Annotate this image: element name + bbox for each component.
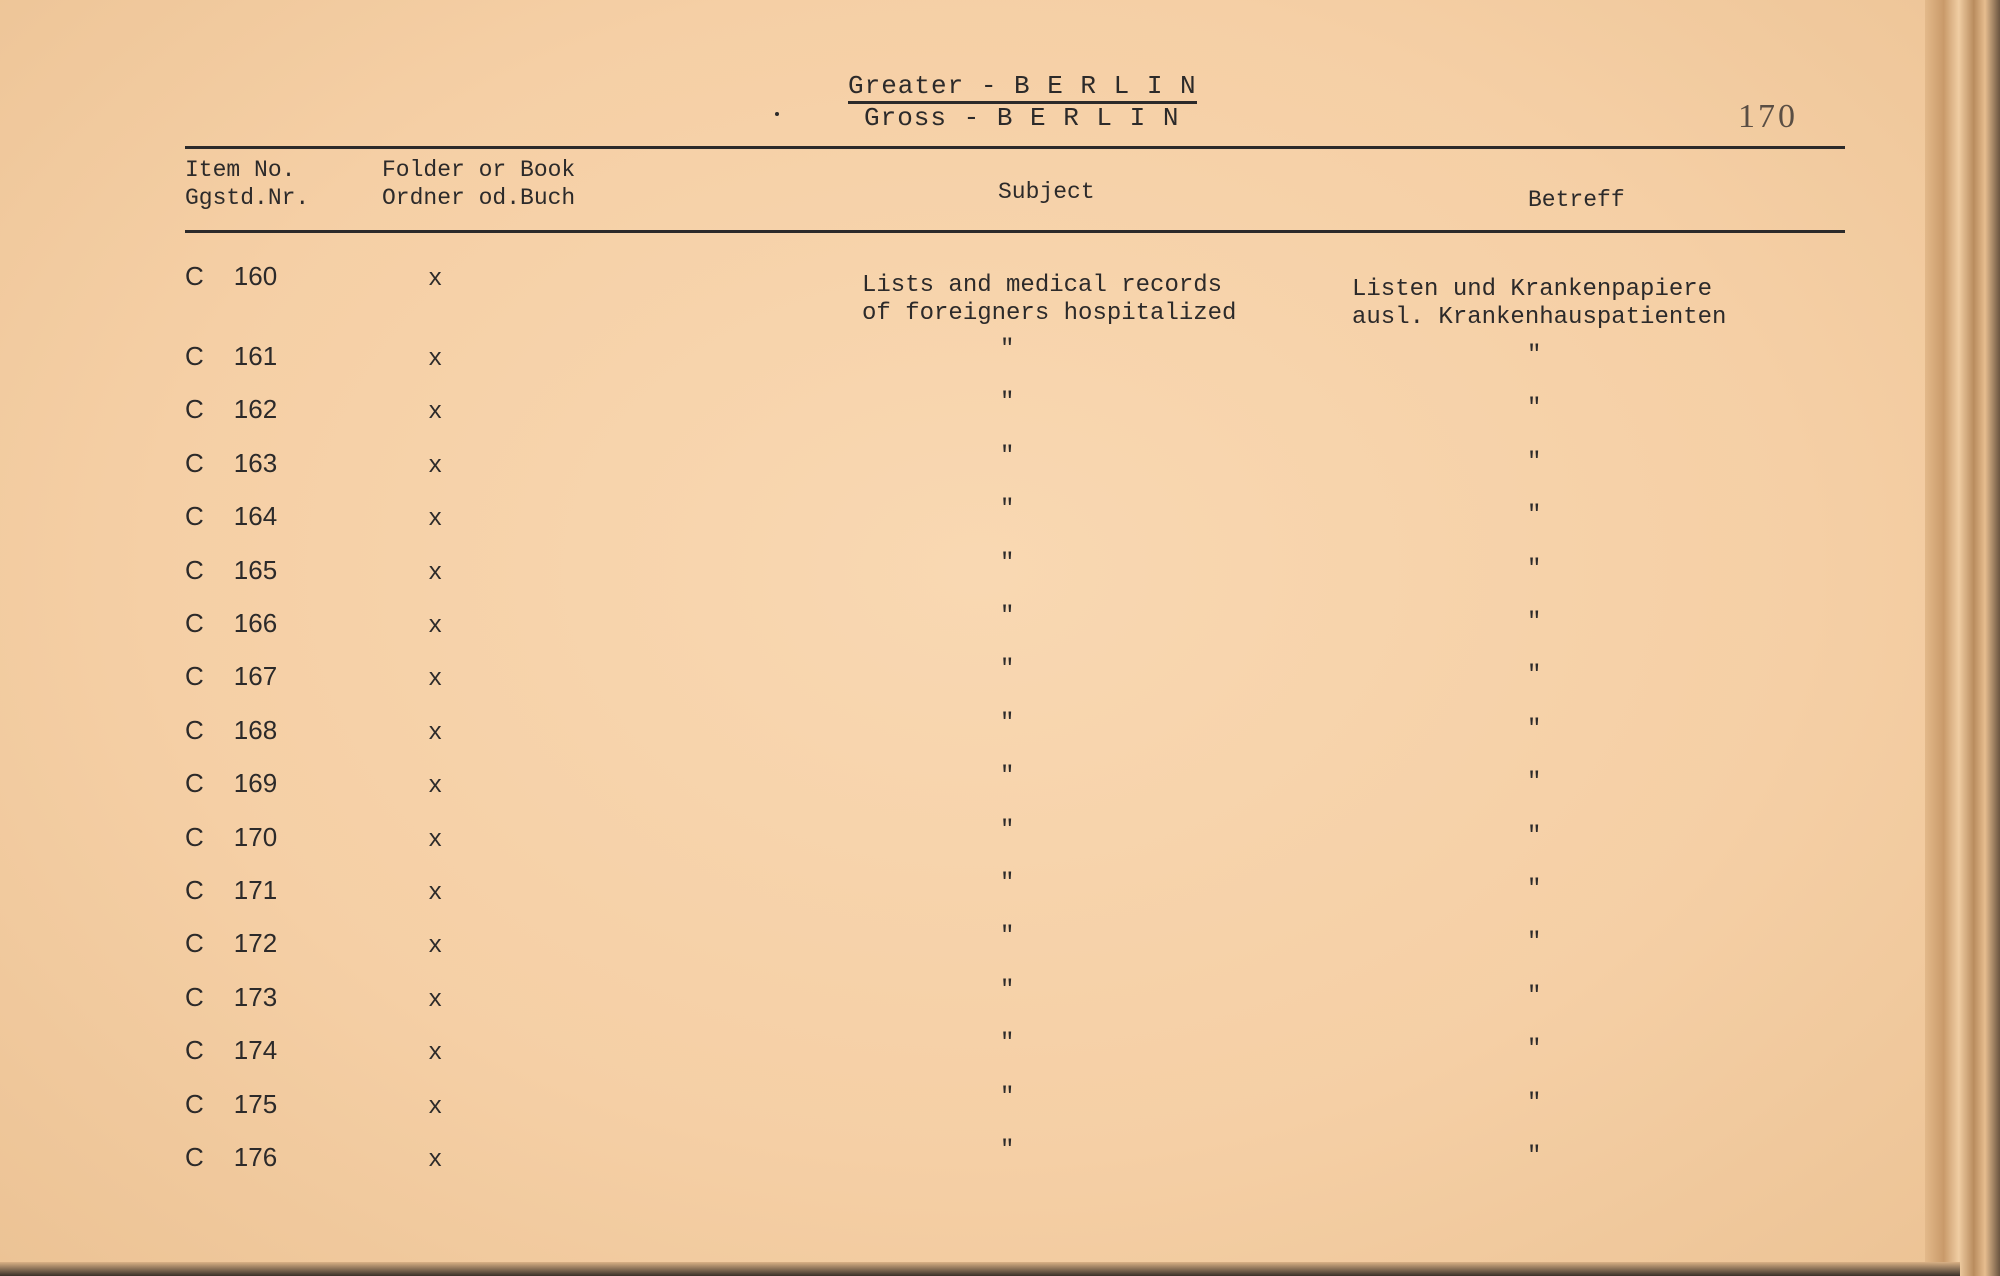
item-prefix: C [185, 1088, 204, 1119]
item-num: 162 [233, 394, 278, 425]
subject-cell: " [1000, 442, 1015, 470]
item-num: 166 [233, 608, 278, 638]
column-header-subject: Subject [998, 179, 1095, 205]
folder-mark: x [428, 773, 443, 801]
table-row [0, 1137, 1960, 1183]
folder-mark: x [428, 452, 443, 480]
column-header-betreff: Betreff [1528, 187, 1625, 213]
betreff-cell: " [1527, 1143, 1542, 1170]
subject-cell: " [1000, 389, 1015, 417]
item-number [185, 262, 277, 290]
table-row [0, 656, 1960, 702]
table-row [0, 1030, 1960, 1076]
item-number [185, 556, 277, 584]
item-number [185, 609, 277, 637]
item-prefix: C [185, 501, 204, 532]
column-header-item-no: Item No. Ggstd.Nr. [185, 157, 310, 211]
table-row [0, 1083, 1960, 1130]
item-number [185, 876, 277, 904]
item-num: 160 [233, 261, 278, 291]
item-prefix: C [185, 554, 204, 585]
table-row [0, 976, 1960, 1023]
item-number [185, 395, 277, 423]
table-row [0, 870, 1960, 916]
item-number [185, 662, 277, 690]
item-number [185, 1036, 277, 1064]
item-prefix: C [185, 341, 204, 371]
item-prefix: C [185, 714, 204, 745]
subject-cell: " [1000, 336, 1015, 363]
table-row [0, 549, 1960, 596]
table-row [0, 923, 1960, 969]
item-prefix: C [185, 875, 204, 905]
betreff-cell: " [1527, 822, 1542, 850]
item-number [185, 449, 277, 477]
table-row [0, 261, 1960, 331]
betreff-cell: " [1527, 769, 1542, 797]
subject-cell: " [1000, 1137, 1015, 1164]
betreff-cell: " [1527, 502, 1542, 530]
ink-dot [775, 112, 779, 116]
header-bottom-rule [185, 230, 1845, 233]
betreff-cell: " [1527, 662, 1542, 690]
item-num: 169 [233, 768, 278, 799]
item-num: 173 [233, 981, 278, 1012]
item-prefix: C [185, 261, 204, 291]
betreff-cell: " [1527, 395, 1542, 423]
item-prefix: C [185, 394, 204, 425]
betreff-cell: " [1527, 715, 1542, 743]
item-num: 163 [233, 447, 278, 478]
folder-mark: x [428, 1147, 443, 1174]
betreff-cell: " [1527, 1089, 1542, 1117]
subject-cell: " [1000, 1083, 1015, 1111]
betreff-cell: " [1527, 1036, 1542, 1064]
folder-mark: x [428, 399, 443, 427]
item-number [185, 502, 277, 530]
table-row [0, 603, 1960, 649]
folder-mark: x [428, 1040, 443, 1068]
book-spine [1925, 0, 2000, 1276]
item-num: 171 [233, 875, 278, 905]
item-num: 174 [233, 1035, 278, 1066]
document-title [848, 72, 1197, 132]
item-num: 161 [233, 341, 278, 371]
betreff-cell: " [1527, 876, 1542, 903]
item-num: 170 [233, 821, 278, 852]
item-number [185, 1090, 277, 1118]
item-prefix: C [185, 608, 204, 638]
folder-mark: x [428, 506, 443, 534]
subject-cell: Lists and medical records of foreigners hospitalized [862, 272, 1237, 327]
item-number [185, 342, 277, 370]
folder-mark: x [428, 346, 443, 373]
title-line-german: Gross - B E R L I N [864, 103, 1180, 133]
subject-cell: " [1000, 656, 1015, 684]
table-row [0, 496, 1960, 542]
item-number [185, 929, 277, 957]
header-top-rule [185, 146, 1845, 149]
table-row [0, 336, 1960, 382]
folder-mark: x [428, 613, 443, 640]
column-header-folder: Folder or Book Ordner od.Buch [382, 157, 576, 211]
table-row [0, 389, 1960, 435]
folder-mark: x [428, 880, 443, 907]
betreff-cell: " [1527, 555, 1542, 583]
subject-cell: " [1000, 870, 1015, 897]
subject-cell: " [1000, 1030, 1015, 1058]
folder-mark: x [428, 666, 443, 694]
betreff-cell: " [1527, 982, 1542, 1010]
betreff-cell: " [1527, 929, 1542, 957]
table-row [0, 709, 1960, 756]
folder-mark: x [428, 1093, 443, 1121]
betreff-cell: " [1527, 342, 1542, 369]
item-number [185, 1143, 277, 1171]
subject-cell: " [1000, 496, 1015, 524]
item-number [185, 716, 277, 744]
subject-cell: " [1000, 816, 1015, 844]
table-row [0, 442, 1960, 489]
item-num: 176 [233, 1142, 278, 1172]
table-row [0, 763, 1960, 809]
subject-cell: " [1000, 976, 1015, 1004]
item-number [185, 983, 277, 1011]
table-row [0, 816, 1960, 863]
item-prefix: C [185, 1035, 204, 1066]
item-number [185, 769, 277, 797]
folder-mark: x [428, 933, 443, 961]
item-prefix: C [185, 768, 204, 799]
folder-mark: x [428, 826, 443, 854]
subject-cell: " [1000, 923, 1015, 951]
betreff-cell: " [1527, 609, 1542, 636]
page-edge [0, 1262, 1960, 1276]
folder-mark: x [428, 266, 443, 293]
subject-cell: " [1000, 763, 1015, 791]
title-line-english: Greater - B E R L I N [848, 72, 1197, 104]
item-num: 164 [233, 501, 278, 532]
item-prefix: C [185, 447, 204, 478]
item-prefix: C [185, 928, 204, 959]
folder-mark: x [428, 559, 443, 587]
item-num: 167 [233, 661, 278, 692]
item-prefix: C [185, 1142, 204, 1172]
betreff-cell: Listen und Krankenpapiere ausl. Krankenhauspatienten [1352, 276, 1727, 331]
item-prefix: C [185, 821, 204, 852]
item-num: 165 [233, 554, 278, 585]
betreff-cell: " [1527, 448, 1542, 476]
item-num: 168 [233, 714, 278, 745]
subject-cell: " [1000, 549, 1015, 577]
item-num: 175 [233, 1088, 278, 1119]
page-number: 170 [1738, 98, 1798, 135]
subject-cell: " [1000, 603, 1015, 630]
folder-mark: x [428, 719, 443, 747]
folder-mark: x [428, 986, 443, 1014]
subject-cell: " [1000, 709, 1015, 737]
item-prefix: C [185, 981, 204, 1012]
item-number [185, 823, 277, 851]
item-num: 172 [233, 928, 278, 959]
item-prefix: C [185, 661, 204, 692]
